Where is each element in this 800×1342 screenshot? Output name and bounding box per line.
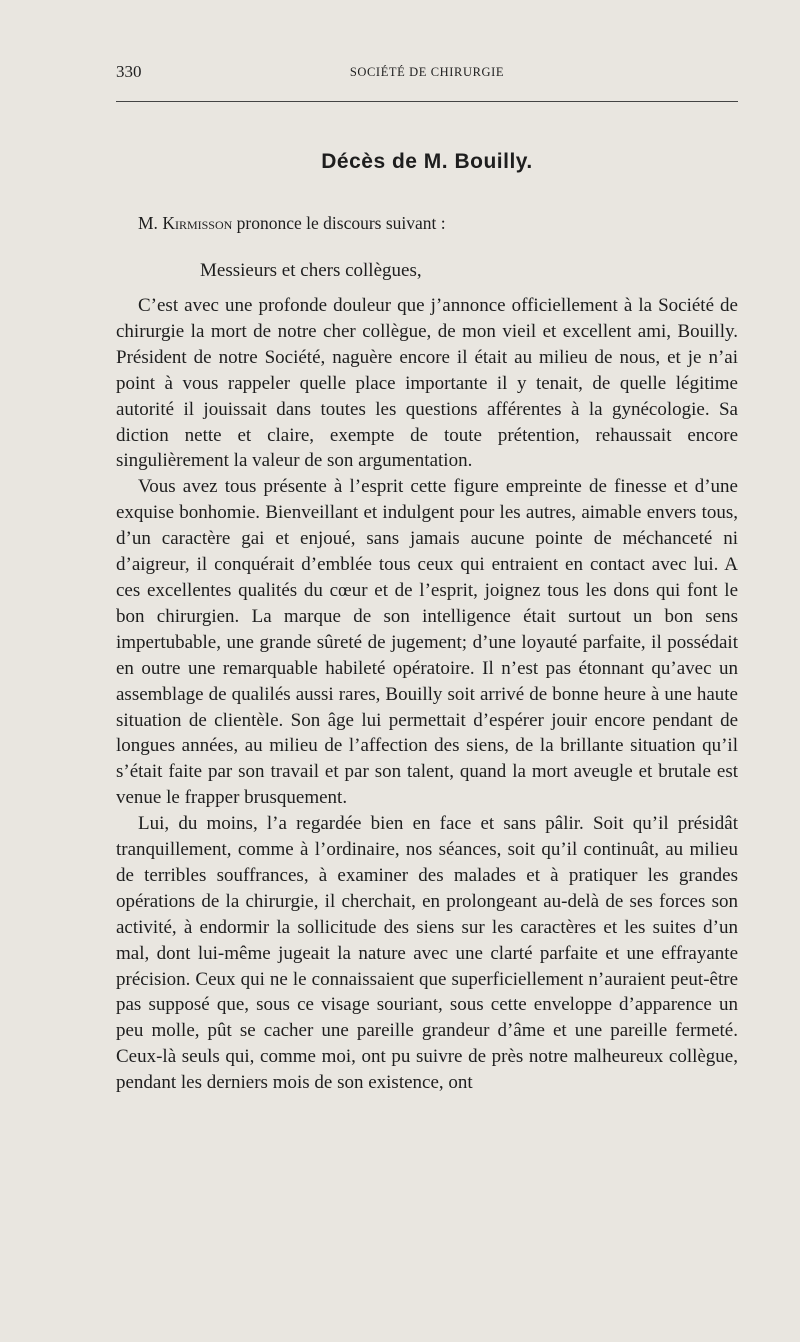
page-number: 330 — [116, 62, 142, 81]
speaker-name: Kirmisson — [162, 213, 233, 233]
page-header — [116, 62, 738, 84]
speech-body — [116, 293, 738, 1096]
paragraph-2: Vous avez tous présente à l’esprit cette figure empreinte de finesse et d’une exquise bonhomie. Bienveillant et indulgent pour les autres, aimable envers tous, d’un caractère gai et enjoué, sans jamais aucune pointe de méchanceté ni d’aigreur, il conquérait d’emblée tous ceux qui entraient en contact avec lui. A ces excellentes qualités du cœur et de l’esprit, joignez tous les dons qui font le bon chirurgien. La marque de son intelligence était surtout un bon sens impertubable, une grande sûreté de jugement; d’une loyauté parfaite, il possédait en outre une remarquable habileté opératoire. Il n’est pas étonnant qu’avec un assemblage de qualilés aussi rares, Bouilly soit arrivé de bonne heure à une haute situation de clientèle. Son âge lui permettait d’espérer jouir encore pendant de longues années, au milieu de l’affection des siens, de la brillante situation qu’il s’était faite par son travail et par son talent, quand la mort aveugle et brutale est venue le frapper brusquement. — [116, 476, 738, 809]
intro-line — [138, 213, 446, 234]
paragraph-1: C’est avec une profonde douleur que j’annonce officiellement à la Société de chirurgie la mort de notre cher collègue, de mon vieil et excellent ami, Bouilly. Président de notre Société, naguère encore il était au milieu de nous, et je n’ai point à vous rappeler quelle place importante il y tenait, de quelle légitime autorité il jouissait dans toutes les questions afférentes à la gynécologie. Sa diction nette et claire, exempte de toute prétention, rehaussait encore singulièrement la valeur de son argumentation. — [116, 295, 738, 472]
paragraph-3: Lui, du moins, l’a regardée bien en face et sans pâlir. Soit qu’il présidât tranquillement, comme à l’ordinaire, nos séances, soit qu’il continuât, au milieu de terribles souffrances, à examiner des malades et à pratiquer les grandes opérations de la chirurgie, il cherchait, en prolongeant au-delà de ses forces son activité, à endormir la sollicitude des siens sur les caractères et les suites d’un mal, dont lui-même jugeait la nature avec une clarté parfaite et une effrayante précision. Ceux qui ne le connaissaient que superficiellement n’auraient peut-être pas supposé que, sous ce visage souriant, sous cette enveloppe d’apparence un peu molle, pût se cacher une pareille grandeur d’âme et une pareille fermeté. Ceux-là seuls qui, comme moi, ont pu suivre de près notre malheureux collègue, pendant les derniers mois de son existence, ont — [116, 813, 738, 1094]
salutation: Messieurs et chers collègues, — [200, 260, 422, 281]
section-title: Décès de M. Bouilly. — [321, 150, 533, 173]
header-rule — [116, 101, 738, 102]
running-head: SOCIÉTÉ DE CHIRURGIE — [349, 65, 505, 79]
intro-rest: prononce le discours suivant : — [232, 213, 446, 233]
intro-prefix: M. — [138, 213, 163, 233]
